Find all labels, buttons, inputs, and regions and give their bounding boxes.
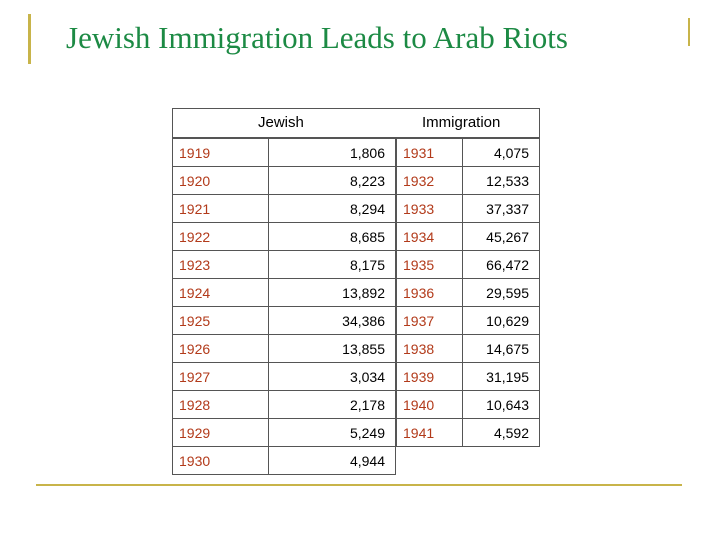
right-year-cell: 1936 <box>396 278 463 307</box>
right-value-cell: 4,075 <box>462 138 540 167</box>
right-year-cell: 1934 <box>396 222 463 251</box>
right-year-cell: 1941 <box>396 418 463 447</box>
left-year-cell: 1920 <box>172 166 269 195</box>
right-value-cell: 29,595 <box>462 278 540 307</box>
left-year-cell: 1919 <box>172 138 269 167</box>
left-year-cell: 1922 <box>172 222 269 251</box>
right-value-cell: 66,472 <box>462 250 540 279</box>
right-value-cell: 12,533 <box>462 166 540 195</box>
right-value-cell: 14,675 <box>462 334 540 363</box>
left-value-cell: 13,892 <box>268 278 396 307</box>
header-jewish: Jewish <box>258 114 304 131</box>
right-year-cell: 1932 <box>396 166 463 195</box>
left-year-cell: 1923 <box>172 250 269 279</box>
left-value-cell: 4,944 <box>268 446 396 475</box>
left-value-cell: 3,034 <box>268 362 396 391</box>
left-value-cell: 8,294 <box>268 194 396 223</box>
left-year-cell: 1927 <box>172 362 269 391</box>
left-value-cell: 34,386 <box>268 306 396 335</box>
left-year-cell: 1924 <box>172 278 269 307</box>
page-title: Jewish Immigration Leads to Arab Riots <box>66 20 568 55</box>
right-value-cell: 10,629 <box>462 306 540 335</box>
right-value-cell: 37,337 <box>462 194 540 223</box>
right-value-cell: 31,195 <box>462 362 540 391</box>
title-accent-bar <box>28 14 31 64</box>
left-year-cell: 1926 <box>172 334 269 363</box>
left-year-cell: 1921 <box>172 194 269 223</box>
right-value-cell: 10,643 <box>462 390 540 419</box>
right-year-cell: 1935 <box>396 250 463 279</box>
left-value-cell: 8,685 <box>268 222 396 251</box>
left-value-cell: 1,806 <box>268 138 396 167</box>
right-value-cell: 45,267 <box>462 222 540 251</box>
bottom-divider <box>36 484 682 486</box>
right-year-cell: 1940 <box>396 390 463 419</box>
left-year-cell: 1929 <box>172 418 269 447</box>
left-value-cell: 2,178 <box>268 390 396 419</box>
right-year-cell: 1931 <box>396 138 463 167</box>
right-year-cell: 1937 <box>396 306 463 335</box>
right-year-cell: 1933 <box>396 194 463 223</box>
left-year-cell: 1928 <box>172 390 269 419</box>
left-year-cell: 1925 <box>172 306 269 335</box>
left-year-cell: 1930 <box>172 446 269 475</box>
header-immigration: Immigration <box>422 114 501 131</box>
right-year-cell: 1938 <box>396 334 463 363</box>
right-year-cell: 1939 <box>396 362 463 391</box>
left-value-cell: 8,223 <box>268 166 396 195</box>
left-value-cell: 5,249 <box>268 418 396 447</box>
left-value-cell: 8,175 <box>268 250 396 279</box>
left-value-cell: 13,855 <box>268 334 396 363</box>
right-value-cell: 4,592 <box>462 418 540 447</box>
